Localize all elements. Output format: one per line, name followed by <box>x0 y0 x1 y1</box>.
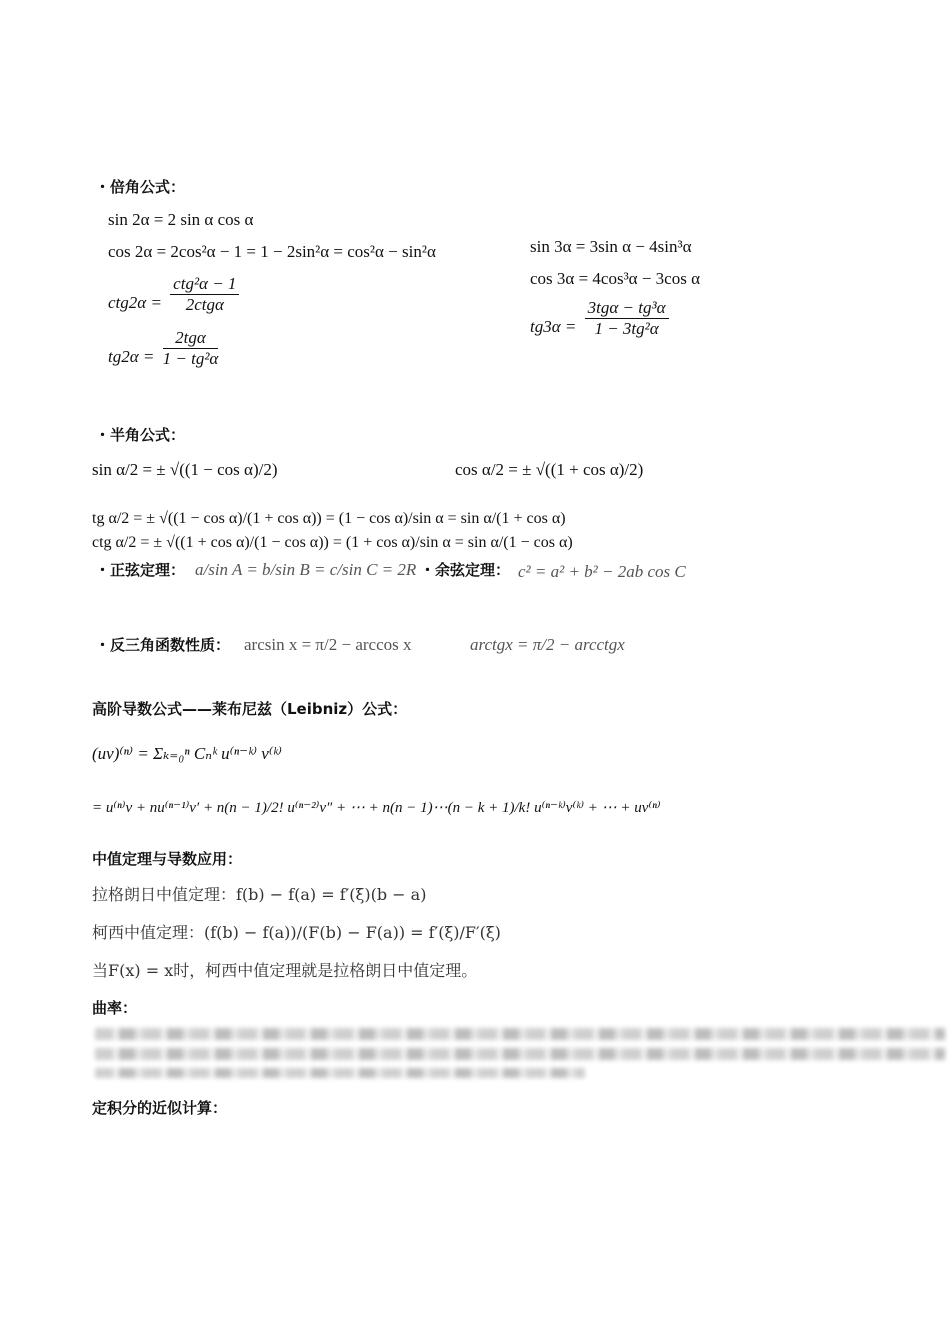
tg3a-numerator: 3tgα − tg³α <box>585 298 669 319</box>
heading-inverse-trig: ・反三角函数性质： <box>95 636 231 654</box>
formula-arcsin: arcsin x = π/2 − arccos x <box>244 635 412 654</box>
formula-leibniz-1: (uv)⁽ⁿ⁾ = Σₖ₌₀ⁿ Cₙᵏ u⁽ⁿ⁻ᵏ⁾ v⁽ᵏ⁾ <box>92 744 282 763</box>
tg2a-denominator: 1 − tg²α <box>162 349 219 368</box>
heading-leibniz: 高阶导数公式——莱布尼兹（Leibniz）公式： <box>92 700 408 718</box>
heading-definite-integral: 定积分的近似计算： <box>92 1099 228 1117</box>
formula-cauchy: 柯西中值定理：(f(b) − f(a))/(F(b) − F(a)) = f′(ξ)/F′(ξ) <box>92 923 501 942</box>
formula-arctg: arctgx = π/2 − arcctgx <box>470 635 625 654</box>
formula-cos2a: cos 2α = 2cos²α − 1 = 1 − 2sin²α = cos²α − sin²α <box>108 242 436 261</box>
formula-cos3a: cos 3α = 4cos³α − 3cos α <box>530 269 700 288</box>
formula-tg-half: tg α/2 = ± √((1 − cos α)/(1 + cos α)) = (1 − cos α)/sin α = sin α/(1 + cos α) <box>92 510 566 527</box>
heading-curvature: 曲率： <box>92 999 138 1017</box>
heading-half-angle: ・半角公式： <box>95 426 186 444</box>
curvature-blurred-line-2 <box>95 1048 945 1060</box>
tg3a-lhs: tg3α = <box>530 317 577 337</box>
formula-sin3a: sin 3α = 3sin α − 4sin³α <box>530 237 692 256</box>
formula-leibniz-2: = u⁽ⁿ⁾v + nu⁽ⁿ⁻¹⁾v′ + n(n − 1)/2! u⁽ⁿ⁻²⁾v″ + ⋯ + n(n − 1)⋯(n − k + 1)/k! u⁽ⁿ⁻ᵏ⁾v⁽ᵏ⁾ + ⋯ + uv⁽ⁿ⁾ <box>92 800 661 816</box>
heading-double-angle: ・倍角公式： <box>95 178 186 196</box>
ctg2a-denominator: 2ctgα <box>185 295 224 314</box>
tg2a-lhs: tg2α = <box>108 347 155 367</box>
formula-sin2a: sin 2α = 2 sin α cos α <box>108 210 254 229</box>
ctg2a-fraction <box>170 274 239 315</box>
formula-cosine-law: c² = a² + b² − 2ab cos C <box>518 562 686 581</box>
formula-ctg2a <box>108 274 239 315</box>
formula-sin-half: sin α/2 = ± √((1 − cos α)/2) <box>92 460 278 479</box>
curvature-blurred-line-3 <box>95 1068 585 1078</box>
tg3a-fraction <box>585 298 669 339</box>
formula-tg2a <box>108 328 218 369</box>
curvature-blurred-line-1 <box>95 1028 945 1040</box>
heading-mean-value: 中值定理与导数应用： <box>92 850 243 868</box>
note-cauchy-lagrange: 当F(x) = x时，柯西中值定理就是拉格朗日中值定理。 <box>92 961 478 980</box>
formula-sine-law: a/sin A = b/sin B = c/sin C = 2R <box>195 560 417 579</box>
formula-ctg-half: ctg α/2 = ± √((1 + cos α)/(1 − cos α)) = (1 + cos α)/sin α = sin α/(1 − cos α) <box>92 534 573 551</box>
heading-sine-law: ・正弦定理： <box>95 561 186 579</box>
tg2a-numerator: 2tgα <box>163 328 219 349</box>
formula-lagrange: 拉格朗日中值定理：f(b) − f(a) = f′(ξ)(b − a) <box>92 885 427 904</box>
ctg2a-lhs: ctg2α = <box>108 293 162 313</box>
heading-cosine-law: ・余弦定理： <box>420 561 511 579</box>
tg2a-fraction <box>163 328 219 369</box>
formula-tg3a <box>530 298 669 339</box>
ctg2a-numerator: ctg²α − 1 <box>170 274 239 295</box>
tg3a-denominator: 1 − 3tg²α <box>594 319 659 338</box>
formula-cos-half: cos α/2 = ± √((1 + cos α)/2) <box>455 460 644 479</box>
